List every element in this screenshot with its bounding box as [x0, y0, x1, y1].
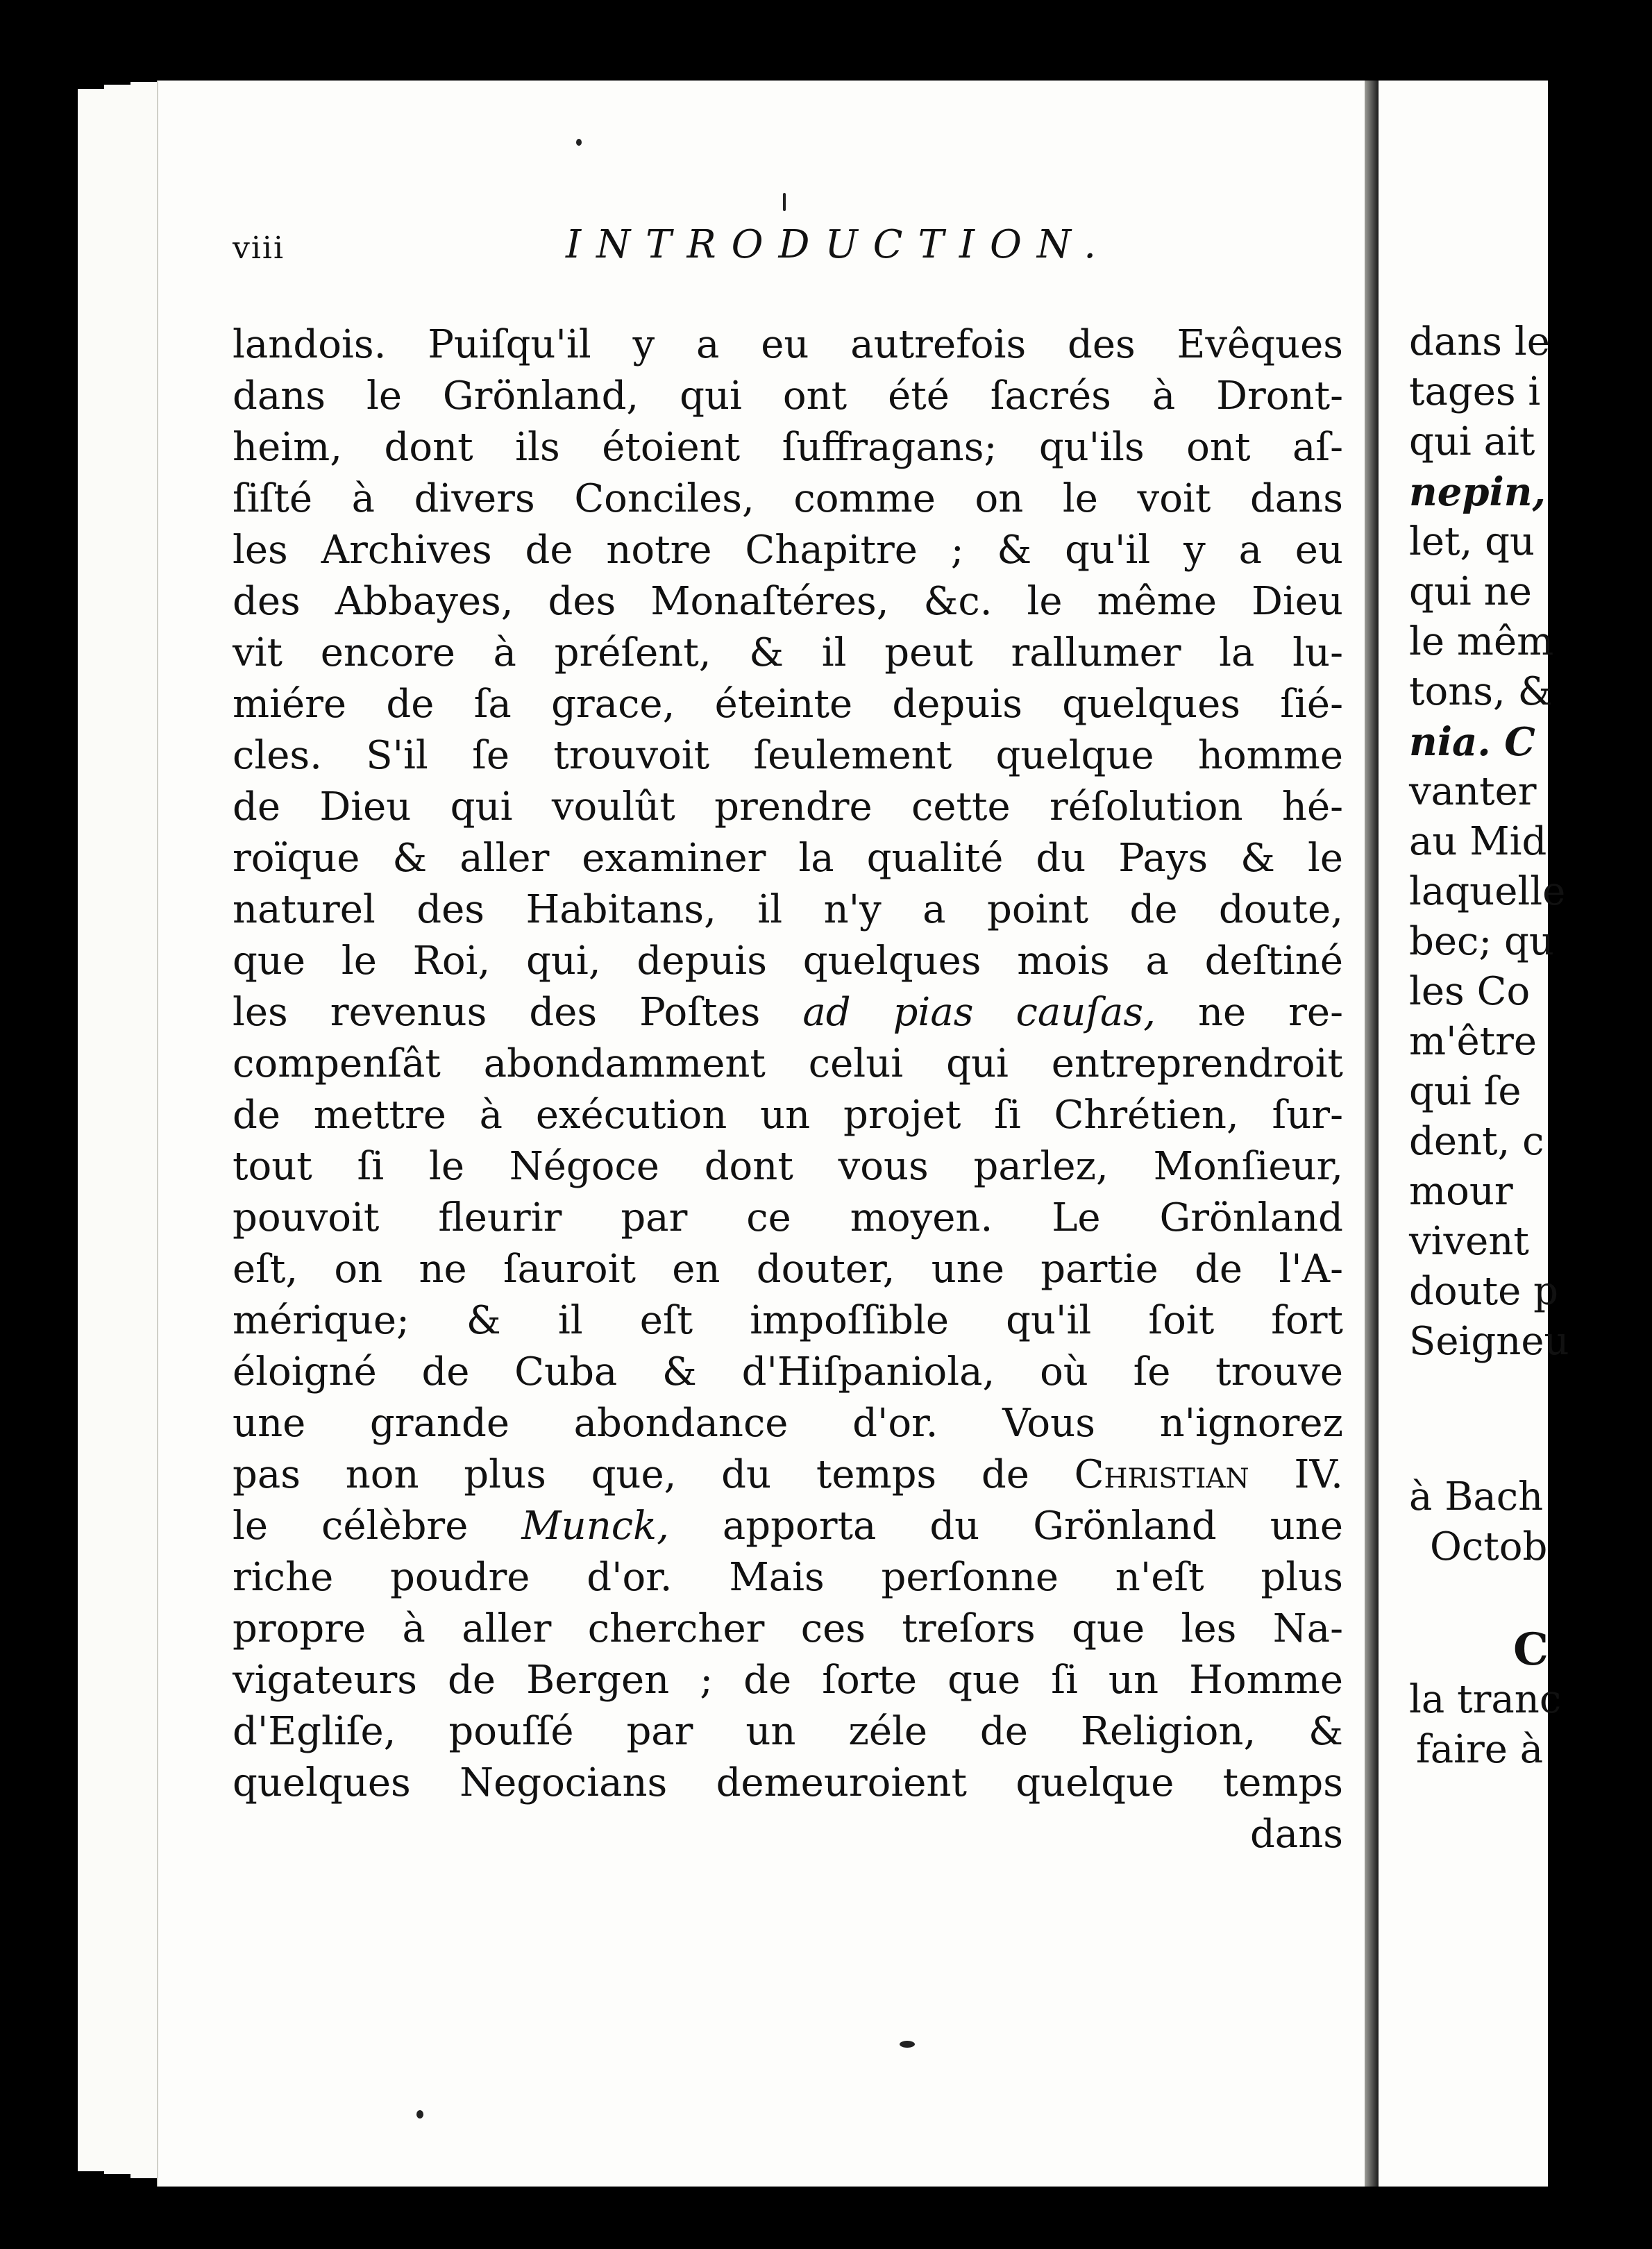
text-line: naturel des Habitans, il n'y a point de doute,	[233, 887, 1343, 932]
text-line: tout ſi le Négoce dont vous parlez, Monſieur,	[233, 1144, 1343, 1189]
text-line: compenſât abondamment celui qui entreprendroit	[233, 1041, 1343, 1086]
page-title: INTRODUCTION.	[566, 222, 1112, 267]
text-line: dans le Grönland, qui ont été ſacrés à Dront-	[233, 373, 1343, 419]
facing-line: les Co	[1409, 969, 1531, 1014]
facing-line: bec; qu	[1409, 919, 1554, 964]
facing-line: laquelle	[1409, 869, 1566, 914]
text-line: mérique; & il eſt impoſſible qu'il ſoit fort	[233, 1298, 1343, 1343]
italic-name: Munck,	[521, 1503, 669, 1549]
facing-line: m'être	[1409, 1019, 1537, 1064]
facing-line: mour	[1409, 1169, 1513, 1214]
facing-line: C	[1513, 1624, 1549, 1676]
text-line	[233, 987, 1343, 1038]
facing-line: vivent	[1409, 1219, 1529, 1264]
facing-line: la tranc	[1409, 1677, 1562, 1722]
facing-line: Octob	[1430, 1524, 1548, 1569]
text-line: riche poudre d'or. Mais perſonne n'eſt plus	[233, 1555, 1343, 1600]
ink-speck	[900, 2041, 915, 2048]
facing-line: dans le	[1409, 319, 1550, 364]
facing-line: au Mid	[1409, 819, 1547, 864]
text-line: ſiſté à divers Conciles, comme on le voit dans	[233, 476, 1343, 521]
text-line: pouvoit fleurir par ce moyen. Le Grönland	[233, 1195, 1343, 1240]
text-segment: ne re-	[1197, 990, 1343, 1035]
text-segment: pas non plus que, du temps de	[233, 1452, 1029, 1497]
facing-line: qui ne	[1409, 569, 1532, 614]
text-line	[233, 1501, 1343, 1552]
text-line: heim, dont ils étoient ſuffragans; qu'ils ont aſ-	[233, 425, 1343, 470]
facing-line: dent, c	[1409, 1119, 1544, 1164]
facing-line: nepin,	[1409, 469, 1546, 515]
text-line: d'Egliſe, pouſſé par un zéle de Religion, &	[233, 1709, 1343, 1754]
body-text	[233, 319, 1343, 1860]
text-line: landois. Puiſqu'il y a eu autrefois des Evêques	[233, 322, 1343, 367]
text-line: propre à aller chercher ces treſors que les Na-	[233, 1606, 1343, 1651]
facing-line: tages i	[1409, 369, 1541, 414]
facing-line: qui ait	[1409, 419, 1535, 464]
facing-line: qui ſe	[1409, 1069, 1522, 1114]
text-line: de mettre à exécution un projet ſi Chrétien, ſur-	[233, 1093, 1343, 1138]
catchword: dans	[1249, 1812, 1343, 1857]
text-line: les Archives de notre Chapitre ; & qu'il y a eu	[233, 528, 1343, 573]
small-caps-name: Christian IV.	[1074, 1452, 1343, 1497]
text-segment: le célèbre	[233, 1503, 469, 1549]
text-segment: les revenus des Poſtes	[233, 990, 761, 1035]
page-number: viii	[233, 230, 285, 266]
facing-line: faire à	[1416, 1727, 1544, 1772]
facing-line: à Bach	[1409, 1474, 1544, 1519]
italic-phrase: ad pias cauſas,	[802, 990, 1156, 1035]
ink-speck	[416, 2110, 423, 2119]
facing-line: doute p	[1409, 1269, 1558, 1314]
facing-line: let, qu	[1409, 519, 1535, 564]
text-line: quelques Negocians demeuroient quelque temps	[233, 1760, 1343, 1805]
text-line: éloigné de Cuba & d'Hiſpaniola, où ſe trouve	[233, 1349, 1343, 1395]
facing-line: tons, &	[1409, 669, 1553, 714]
text-line: vit encore à préſent, & il peut rallumer la lu-	[233, 630, 1343, 675]
facing-line: le mêm	[1409, 619, 1554, 664]
text-line: que le Roi, qui, depuis quelques mois a deſtiné	[233, 938, 1343, 984]
text-line: des Abbayes, des Monaſtéres, &c. le même Dieu	[233, 579, 1343, 624]
facing-line: nia. C	[1409, 719, 1535, 765]
facing-line: Seigneu	[1409, 1319, 1569, 1364]
text-segment: apporta du Grönland une	[722, 1503, 1343, 1549]
book-gutter	[1365, 81, 1379, 2187]
text-line: roïque & aller examiner la qualité du Pays & le	[233, 836, 1343, 881]
facing-line: vanter	[1409, 769, 1537, 814]
running-head	[233, 222, 1177, 285]
ink-speck	[783, 193, 786, 211]
text-line	[233, 1449, 1343, 1501]
ink-speck	[576, 139, 582, 146]
text-line: miére de ſa grace, éteinte depuis quelques ſié-	[233, 682, 1343, 727]
text-line: vigateurs de Bergen ; de ſorte que ſi un Homme	[233, 1658, 1343, 1703]
text-line: de Dieu qui voulût prendre cette réſolution hé-	[233, 784, 1343, 829]
text-line: une grande abondance d'or. Vous n'ignorez	[233, 1401, 1343, 1446]
text-line: cles. S'il ſe trouvoit ſeulement quelque homme	[233, 733, 1343, 778]
text-line: eſt, on ne ſauroit en douter, une partie de l'A-	[233, 1247, 1343, 1292]
